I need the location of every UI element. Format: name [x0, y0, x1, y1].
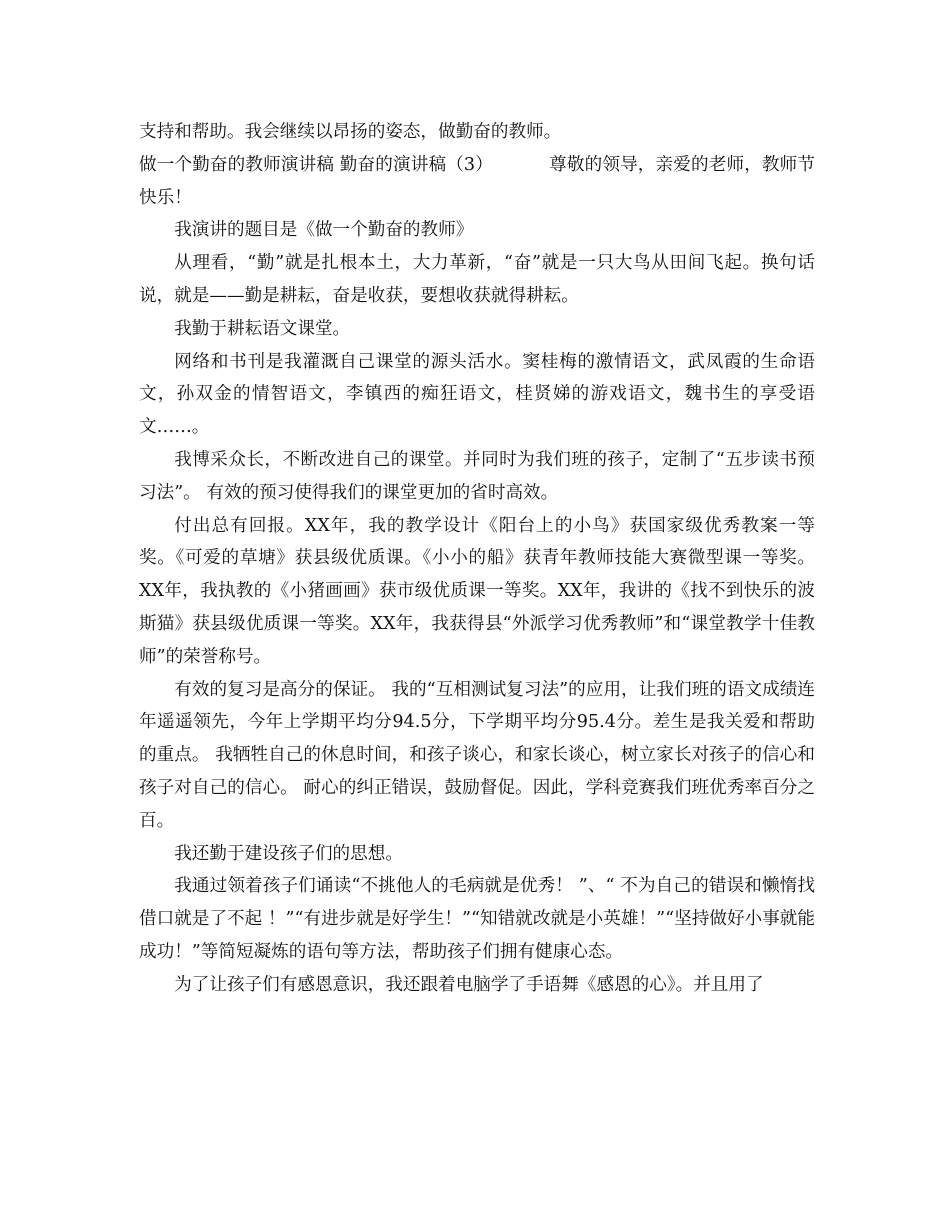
speech-title: 做一个勤奋的教师演讲稿 勤奋的演讲稿（3） [139, 154, 493, 175]
paragraph: 我演讲的题目是《做一个勤奋的教师》 [174, 220, 474, 241]
paragraph: 我博采众长，不断改进自己的课堂。并同时为我们班的孩子，定制了“五步读书预习法”。 有效的预习使得我们的课堂更加的省时高效。 [139, 449, 815, 503]
paragraph: 我还勤于建设孩子们的思想。 [174, 843, 403, 864]
speech-heading [139, 149, 815, 215]
document-body [139, 116, 815, 1002]
paragraph: 有效的复习是高分的保证。 我的“互相测试复习法”的应用，让我们班的语文成绩连年遥遥领先，今年上学期平均分94.5分，下学期平均分95.4分。差生是我关爱和帮助的重点。 我牺牲自己的休息时间，和孩子谈心，和家长谈心，树立家长对孩子的信心和孩子对自己的信心。 耐心的纠正错误，鼓励督促。因此，学科竞赛我们班优秀率百分之百。 [139, 679, 815, 831]
speech-greeting: 尊敬的领导，亲爱的老师，教师节快乐！ [139, 154, 815, 208]
paragraph: 付出总有回报。XX年，我的教学设计《阳台上的小鸟》获国家级优秀教案一等奖。《可爱的草塘》获县级优质课。《小小的船》获青年教师技能大赛微型课一等奖。XX年，我执教的《小猪画画》获市级优质课一等奖。XX年，我讲的《找不到快乐的波斯猫》获县级优质课一等奖。XX年，我获得县“外派学习优秀教师”和“课堂教学十佳教师”的荣誉称号。 [139, 515, 815, 667]
paragraph: 我通过领着孩子们诵读“不挑他人的毛病就是优秀！ ”、“ 不为自己的错误和懒惰找借口就是了不起 ！”“有进步就是好学生！”“知错就改就是小英雄！”“坚持做好小事就能成功！”等简短凝炼的语句等方法，帮助孩子们拥有健康心态。 [139, 876, 815, 962]
paragraph: 我勤于耕耘语文课堂。 [174, 318, 351, 339]
intro-line: 支持和帮助。我会继续以昂扬的姿态，做勤奋的教师。 [139, 122, 562, 142]
paragraph: 为了让孩子们有感恩意识，我还跟着电脑学了手语舞《感恩的心》。并且用了 [174, 974, 764, 995]
paragraph: 网络和书刊是我灌溉自己课堂的源头活水。窦桂梅的激情语文，武凤霞的生命语文，孙双金的情智语文，李镇西的痴狂语文，桂贤娣的游戏语文，魏书生的享受语文……。 [139, 351, 815, 438]
paragraph: 从理看，“勤”就是扎根本土，大力革新，“奋”就是一只大鸟从田间飞起。换句话说，就是——勤是耕耘，奋是收获，要想收获就得耕耘。 [139, 253, 815, 306]
